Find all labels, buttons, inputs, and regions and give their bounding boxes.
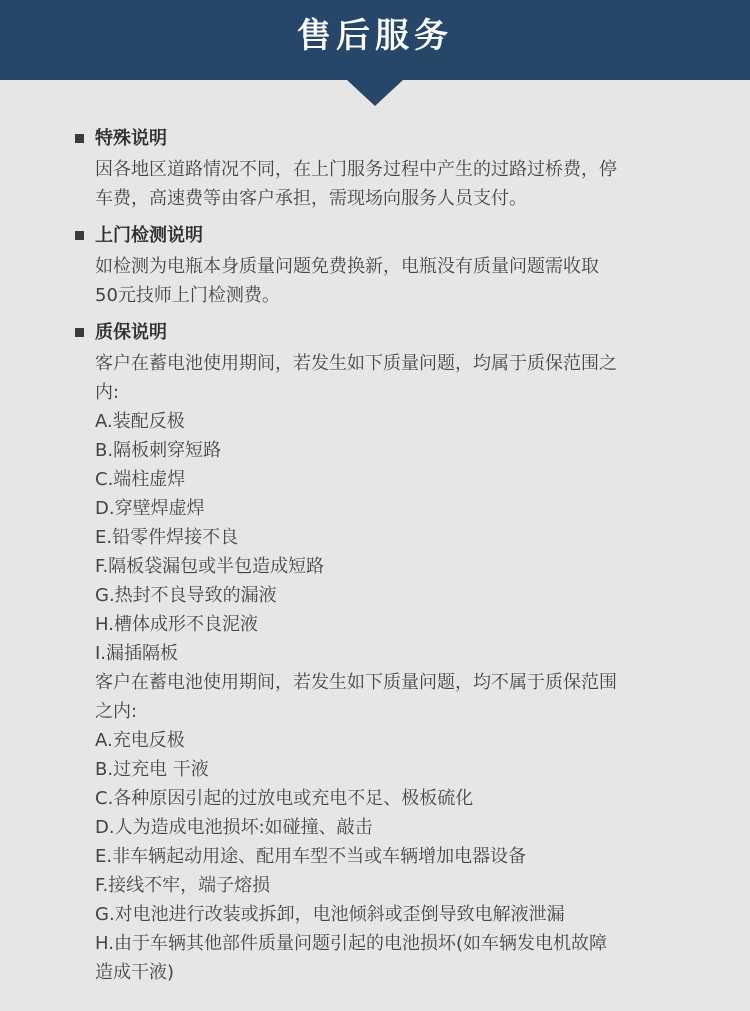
text-line: 因各地区道路情况不同，在上门服务过程中产生的过路过桥费，停	[95, 159, 617, 180]
text-line: 50元技师上门检测费。	[95, 285, 280, 306]
list-item: G.热封不良导致的漏液	[95, 585, 277, 606]
section-title: 特殊说明	[95, 128, 167, 149]
section-body	[95, 155, 685, 213]
list-item: A.装配反极	[95, 411, 185, 432]
text-line: 内:	[95, 382, 120, 403]
list-item: D.人为造成电池损坏:如碰撞、敲击	[95, 817, 373, 838]
text-line: 客户在蓄电池使用期间，若发生如下质量问题，均不属于质保范围	[95, 672, 617, 693]
list-item: B.过充电 干液	[95, 759, 209, 780]
text-line: 如检测为电瓶本身质量问题免费换新，电瓶没有质量问题需收取	[95, 256, 599, 277]
list-item: E.铅零件焊接不良	[95, 527, 239, 548]
list-item: F.接线不牢，端子熔损	[95, 875, 271, 896]
section-body	[95, 252, 685, 310]
list-item: C.各种原因引起的过放电或充电不足、极板硫化	[95, 788, 474, 809]
section-title: 上门检测说明	[95, 225, 203, 246]
text-line: 之内:	[95, 701, 138, 722]
square-bullet-icon	[75, 231, 84, 240]
header-banner	[0, 0, 750, 108]
text-line: 客户在蓄电池使用期间，若发生如下质量问题，均属于质保范围之	[95, 353, 617, 374]
section-header	[0, 317, 750, 349]
list-item: C.端柱虚焊	[95, 469, 186, 490]
page-title: 售后服务	[297, 16, 453, 56]
section-body	[95, 349, 685, 987]
list-item: F.隔板袋漏包或半包造成短路	[95, 556, 325, 577]
square-bullet-icon	[75, 328, 84, 337]
list-item: H.由于车辆其他部件质量问题引起的电池损坏(如车辆发电机故障	[95, 933, 607, 954]
list-item: D.穿壁焊虚焊	[95, 498, 205, 519]
list-item: H.槽体成形不良泥液	[95, 614, 258, 635]
text-line: 车费，高速费等由客户承担，需现场向服务人员支付。	[95, 188, 527, 209]
list-item: A.充电反极	[95, 730, 185, 751]
section-header	[0, 220, 750, 252]
list-item: G.对电池进行改装或拆卸，电池倾斜或歪倒导致电解液泄漏	[95, 904, 565, 925]
list-item: E.非车辆起动用途、配用车型不当或车辆增加电器设备	[95, 846, 527, 867]
section-title: 质保说明	[95, 322, 167, 343]
list-item: B.隔板刺穿短路	[95, 440, 222, 461]
section-special-note	[0, 123, 750, 213]
section-header	[0, 123, 750, 155]
section-warranty-note	[0, 317, 750, 987]
section-inspection-note	[0, 220, 750, 310]
list-item: I.漏插隔板	[95, 643, 179, 664]
text-line: 造成干液)	[95, 962, 175, 983]
content	[0, 123, 750, 994]
square-bullet-icon	[75, 134, 84, 143]
